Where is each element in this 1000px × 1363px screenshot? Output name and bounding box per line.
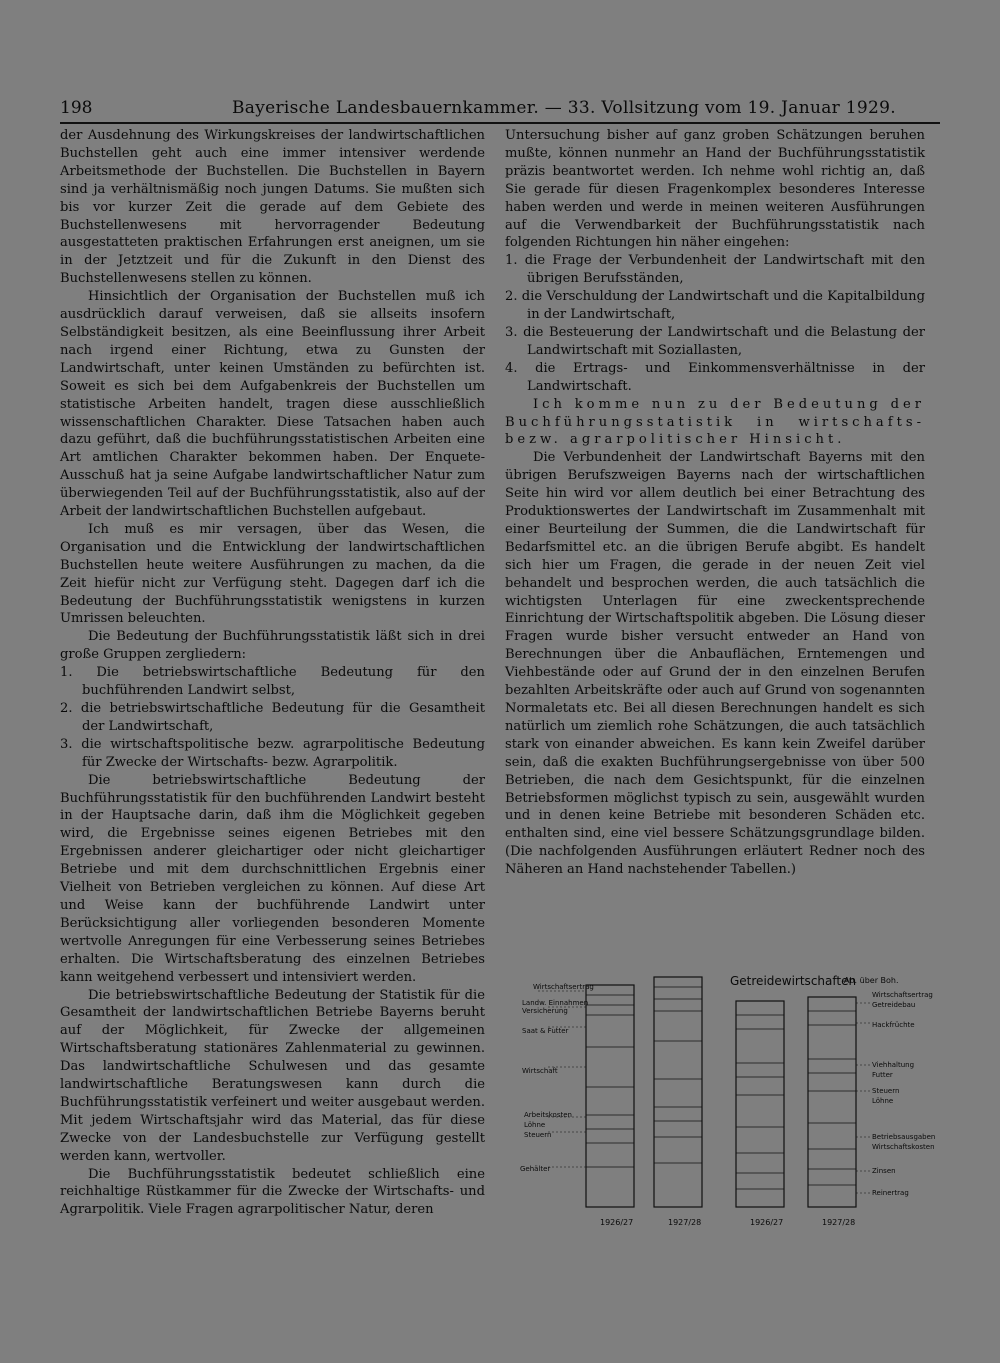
paragraph: Die Buchführungsstatistik bedeutet schließlich eine reichhaltige Rüstkammer für die Zwecke der Wirtschafts- und Agrarpolitik. Viele Fragen agrarpolitischer Natur, deren <box>60 1166 485 1218</box>
right-column <box>505 127 925 879</box>
right-chart <box>730 974 935 1207</box>
svg-text:Steuern: Steuern <box>524 1131 552 1139</box>
left-chart <box>520 977 702 1207</box>
list-item: 3. die Besteuerung der Landwirtschaft und die Belastung der Landwirtschaft mit Soziallasten, <box>505 324 925 358</box>
list-item: 2. die Verschuldung der Landwirtschaft und die Kapitalbildung in der Landwirtschaft, <box>505 289 925 323</box>
svg-text:Viehhaltung: Viehhaltung <box>872 1061 915 1069</box>
svg-text:Löhne: Löhne <box>872 1097 894 1105</box>
svg-text:Wirtschaftsertrag: Wirtschaftsertrag <box>872 991 933 999</box>
svg-text:Getreidebau: Getreidebau <box>872 1001 916 1009</box>
year-labels <box>600 1218 855 1227</box>
svg-text:Betriebsausgaben: Betriebsausgaben <box>872 1133 936 1141</box>
svg-text:Steuern: Steuern <box>872 1087 900 1095</box>
paragraph: Die betriebswirtschaftliche Bedeutung der Statistik für die Gesamtheit der landwirtschaftlichen Betriebe Bayerns beruht auf der Möglichkeit, für Zwecke der allgemeinen Wirtschaftsberatung stationäres Zahlenmaterial zu gewinnen. Das landwirtschaftliche Schulwesen und das gesamte landwirtschaftliche Beratungswesen kann durch die Buchführungsstatistik verfeinert und weiter ausgebaut werden. Mit jedem Wirtschaftsjahr wird das Material, das für diese Zwecke von der Landesbuchstelle zur Verfügung gestellt werden kann, wertvoller. <box>60 987 485 1164</box>
svg-text:Reinertrag: Reinertrag <box>872 1189 909 1197</box>
figure-graphic <box>508 967 936 1237</box>
list-item: 1. die Frage der Verbundenheit der Landwirtschaft mit den übrigen Berufsständen, <box>505 253 925 287</box>
paragraph: Die Verbundenheit der Landwirtschaft Bayerns mit den übrigen Berufszweigen Bayerns nach der wirtschaftlichen Seite hin wird vor allem deutlich bei einer Betrachtung des Produktionswertes der Landwirtschaft im Zusammenhalt mit einer Beurteilung der Summen, die die Landwirtschaft für Bedarfsmittel etc. an die übrigen Berufe abgibt. Es handelt sich hier um Fragen, die gerade in der neuen Zeit viel behandelt und besprochen werden, die auch tatsächlich die wichtigsten Unterlagen für eine zweckentsprechende Einrichtung der Wirtschaftspolitik abgeben. Die Lösung dieser Fragen wurde bisher versucht entweder an Hand von Berechnungen über die Anbauflächen, Erntemengen und Viehbestände oder auf Grund der in den einzelnen Berufen bezahlten Arbeitskräfte oder auch auf Grund von sogenannten Normaletats etc. Bei all diesen Berechnungen handelt es sich natürlich um ziemlich rohe Schätzungen, die auch tatsächlich stark von einander abweichen. Es kann kein Zweifel darüber sein, daß die exakten Buchführungsergebnisse von über 500 Betrieben, die nach dem Gesichtspunkt, für die einzelnen Betriebsformen möglichst typisch zu sein, ausgewählt wurden und in denen keine Betriebe mit besonderen Schäden etc. enthalten sind, eine viel bessere Schätzungsgrundlage bilden. (Die nachfolgenden Ausführungen erläutert Redner noch des Näheren an Hand nachstehender Tabellen.) <box>505 450 925 878</box>
svg-text:Versicherung: Versicherung <box>522 1007 568 1015</box>
svg-text:Landw. Einnahmen: Landw. Einnahmen <box>522 999 589 1007</box>
figure-title-note: Ab. über Boh. <box>844 976 899 985</box>
list-item: 3. die wirtschaftspolitische bezw. agrarpolitische Bedeutung für Zwecke der Wirtschafts- bezw. Agrarpolitik. <box>60 736 485 770</box>
svg-text:Arbeitskosten: Arbeitskosten <box>524 1111 572 1119</box>
statistics-figure <box>508 967 936 1237</box>
left-column <box>60 127 485 1219</box>
svg-text:Zinsen: Zinsen <box>872 1167 896 1175</box>
svg-text:Wirtschaftskosten: Wirtschaftskosten <box>872 1143 935 1151</box>
year-label: 1926/27 <box>600 1218 634 1227</box>
year-label: 1927/28 <box>822 1218 856 1227</box>
svg-text:Gehälter: Gehälter <box>520 1165 551 1173</box>
paragraph: Die Bedeutung der Buchführungsstatistik läßt sich in drei große Gruppen zergliedern: <box>60 629 485 663</box>
figure-title: Getreidewirtschaften <box>730 974 857 988</box>
svg-text:Futter: Futter <box>872 1071 893 1079</box>
paragraph: der Ausdehnung des Wirkungskreises der landwirtschaftlichen Buchstellen geht auch eine immer intensiver werdende Arbeitsmethode der Buchstellen. Die Buchstellen in Bayern sind ja verhältnismäßig noch jungen Datums. Sie mußten sich bis vor kurzer Zeit die gerade auf dem Gebiete des Buchstellenwesens mit hervorragender Bedeutung ausgestatteten praktischen Erfahrungen erst aneignen, um sie in der Jetztzeit und für die Zukunft in den Dienst des Buchstellenwesens stellen zu können. <box>60 128 485 287</box>
svg-text:Saat & Futter: Saat & Futter <box>522 1027 569 1035</box>
paragraph: Untersuchung bisher auf ganz groben Schätzungen beruhen mußte, können nunmehr an Hand der Buchführungsstatistik präzis beantwortet werden. Ich nehme wohl richtig an, daß Sie gerade für diesen Fragenkomplex besonderes Interesse haben werden und werde in meinen weiteren Ausführungen auf die Verwendbarkeit der Buchführungsstatistik nach folgenden Richtungen hin näher eingehen: <box>505 128 925 251</box>
list-item: 2. die betriebswirtschaftliche Bedeutung für die Gesamtheit der Landwirtschaft, <box>60 701 485 734</box>
header-rule <box>60 122 940 124</box>
svg-text:Hackfrüchte: Hackfrüchte <box>872 1021 915 1029</box>
year-label: 1926/27 <box>750 1218 784 1227</box>
list-item: 4. die Ertrags- und Einkommensverhältnisse in der Landwirtschaft. <box>505 360 925 394</box>
paragraph: Hinsichtlich der Organisation der Buchstellen muß ich ausdrücklich darauf verweisen, daß sie allseits insofern Selbständigkeit besitzen, als eine Beeinflussung ihrer Arbeit nach irgend einer Richtung, etwa zu Gunsten der Landwirtschaft, unter keinen Umständen zu befürchten ist. Soweit es sich bei dem Aufgabenkreis der Buchstellen um statistische Arbeiten handelt, tragen diese ausschließlich wissenschaftlichen Charakter. Diese Tatsachen haben auch dazu geführt, daß die buchführungsstatistischen Arbeiten eine Art amtlichen Charakter bekommen haben. Der Enquete-Ausschuß hat ja seine Aufgabe landwirtschaftlicher Natur zum überwiegenden Teil auf der Buchführungsstatistik, also auf der Arbeit der landwirtschaftlichen Buchstellen aufgebaut. <box>60 289 485 520</box>
page-number: 198 <box>60 98 93 118</box>
running-title: Bayerische Landesbauernkammer. — 33. Vollsitzung vom 19. Januar 1929. <box>232 98 896 118</box>
page-header <box>60 98 940 122</box>
year-label: 1927/28 <box>668 1218 702 1227</box>
paragraph: Die betriebswirtschaftliche Bedeutung der Buchführungsstatistik für den buchführenden Landwirt besteht in der Hauptsache darin, daß ihm die Möglichkeit gegeben wird, die Ergebnisse seines eigenen Betriebes mit den Ergebnissen anderer gleichartiger oder nicht gleichartiger Betriebe und mit dem durchschnittlichen Ergebnis einer Vielheit von Betrieben vergleichen zu können. Auf diese Art und Weise kann der buchführende Landwirt unter Berücksichtigung aller vorliegenden besonderen Momente wertvolle Anregungen für eine Verbesserung seines Betriebes erhalten. Die Wirtschaftsberatung des einzelnen Betriebes kann weitgehend verbessert und intensiviert werden. <box>60 772 485 985</box>
list-item: 1. Die betriebswirtschaftliche Bedeutung für den buchführenden Landwirt selbst, <box>60 665 485 699</box>
spaced-heading: Ich komme nun zu der Bedeutung der Buchführungsstatistik in wirtschafts- bezw. agrarpolitischer Hinsicht. <box>505 396 925 448</box>
svg-text:Wirtschaftsertrag: Wirtschaftsertrag <box>533 983 594 991</box>
svg-text:Wirtschaft: Wirtschaft <box>522 1067 558 1075</box>
svg-text:Löhne: Löhne <box>524 1121 546 1129</box>
paragraph: Ich muß es mir versagen, über das Wesen, die Organisation und die Entwicklung der landwirtschaftlichen Buchstellen heute weitere Ausführungen zu machen, da die Zeit hiefür nicht zur Verfügung steht. Dagegen darf ich die Bedeutung der Buchführungsstatistik wenigstens in kurzen Umrissen beleuchten. <box>60 521 485 627</box>
